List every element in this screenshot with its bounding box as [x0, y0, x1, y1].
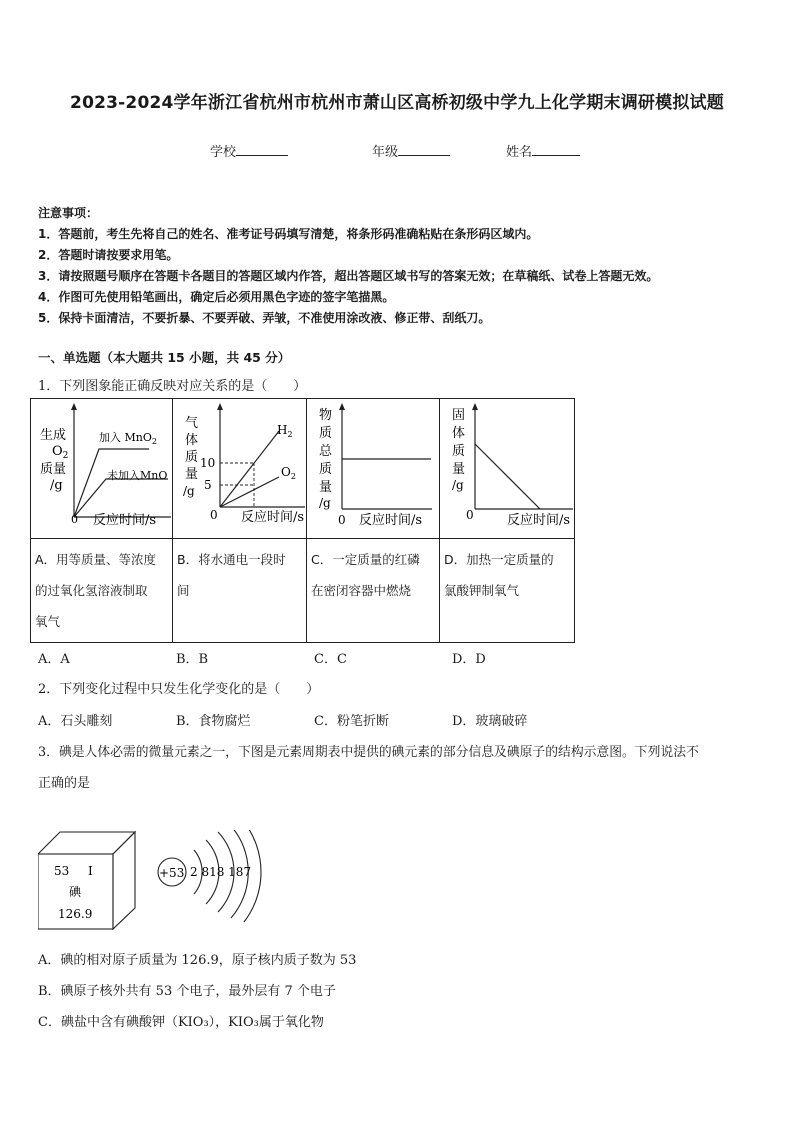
q3-option-c[interactable]: C．碘盐中含有碘酸钾（KIO₃），KIO₃属于氧化物 [38, 1015, 324, 1030]
q1-option-c[interactable]: C．C [314, 652, 347, 667]
option-a-description: A．用等质量、等浓度 的过氧化氢溶液制取 氧气 [31, 539, 173, 643]
graph-c-ylabel: 质 [319, 426, 333, 441]
q2-option-b[interactable]: B．食物腐烂 [176, 714, 251, 729]
graph-a-ylabel: 质量 [40, 462, 67, 477]
iodine-figure [38, 830, 268, 930]
notes-heading: 注意事项： [38, 206, 99, 220]
graph-c [307, 399, 439, 534]
graph-a [31, 399, 172, 534]
q2-option-d[interactable]: D．玻璃破碎 [452, 714, 528, 729]
q1-table [30, 398, 575, 643]
graph-a-line-label: 加入 MnO$_2$ [99, 431, 157, 446]
notes-block [38, 203, 658, 329]
graph-a-cell [31, 399, 173, 539]
q3-stem-line1: 3．碘是人体必需的微量元素之一，下图是元素周期表中提供的碘元素的部分信息及碘原子的结构示意图。下列说法不 [38, 745, 699, 760]
school-blank[interactable] [236, 142, 288, 156]
graph-c-ylabel: /g [319, 496, 331, 510]
school-field[interactable] [210, 141, 288, 160]
element-card [38, 832, 135, 929]
electron-shells: 2 818 187 [190, 865, 252, 879]
graph-c-xlabel: 反应时间/s [359, 513, 423, 528]
graph-c-cell [307, 399, 440, 539]
graph-c-ylabel: 质 [319, 462, 333, 477]
graph-b-ylabel: 气 [185, 416, 199, 431]
graph-a-ylabel: $O_2$ [52, 444, 69, 461]
note-item: 3．请按照题号顺序在答题卡各题目的答题区域内作答，超出答题区域书写的答案无效；在草稿纸、试卷上答题无效。 [38, 269, 659, 283]
q3-option-a[interactable]: A．碘的相对原子质量为 126.9，原子核内质子数为 53 [38, 953, 357, 968]
school-label: 学校 [210, 145, 237, 160]
graph-b-origin: 0 [210, 508, 218, 522]
graph-b-tick: 5 [204, 478, 212, 492]
note-item: 2．答题时请按要求用笔。 [38, 248, 179, 262]
note-item: 4．作图可先使用铅笔画出，确定后必须用黑色字迹的签字笔描黑。 [38, 290, 395, 304]
note-item: 1．答题前，考生先将自己的姓名、准考证号码填写清楚，将条形码准确粘贴在条形码区域内。 [38, 227, 539, 241]
graph-d [440, 399, 574, 534]
q2-option-c[interactable]: C．粉笔折断 [314, 714, 389, 729]
option-b-description: B．将水通电一段时 间 [173, 539, 307, 643]
grade-blank[interactable] [398, 142, 450, 156]
graph-b-tick: 10 [200, 456, 216, 470]
graph-d-ylabel: /g [452, 478, 464, 492]
name-blank[interactable] [532, 142, 580, 156]
q1-option-b[interactable]: B．B [176, 652, 209, 667]
graph-b-ylabel: 体 [185, 433, 199, 448]
q1-stem: 1．下列图象能正确反映对应关系的是（ ） [38, 379, 307, 394]
element-name: 碘 [69, 885, 82, 899]
section-heading: 一、单选题（本大题共 15 小题，共 45 分） [38, 350, 291, 365]
q3-option-b[interactable]: B．碘原子核外共有 53 个电子，最外层有 7 个电子 [38, 984, 336, 999]
graph-b-ylabel: /g [183, 484, 195, 498]
q1-option-d[interactable]: D．D [452, 652, 486, 667]
graph-b-line-label: $O_2$ [281, 465, 296, 481]
graph-d-ylabel: 质 [452, 444, 466, 459]
page-title: 2023-2024学年浙江省杭州市杭州市萧山区高桥初级中学九上化学期末调研模拟试题 [70, 93, 724, 113]
q2-option-a[interactable]: A．石头雕刻 [38, 714, 113, 729]
graph-d-ylabel: 体 [452, 426, 466, 441]
graph-a-xlabel: 反应时间/s [93, 513, 157, 528]
graph-c-origin: 0 [338, 513, 346, 527]
graph-b-ylabel: 质 [185, 450, 199, 465]
graph-c-ylabel: 物 [319, 408, 333, 423]
q2-stem: 2．下列变化过程中只发生化学变化的是（ ） [38, 682, 320, 697]
name-label: 姓名 [506, 145, 533, 160]
element-atomic-number: 53 [54, 864, 70, 878]
grade-label: 年级 [372, 145, 399, 160]
q1-option-a[interactable]: A．A [38, 652, 70, 667]
nucleus-charge: +53 [159, 866, 185, 880]
q3-stem-line2: 正确的是 [38, 776, 91, 791]
name-field[interactable] [506, 141, 580, 160]
graph-b-ylabel: 量 [185, 467, 199, 482]
graph-a-line-label: 未加入MnO [107, 469, 168, 482]
graph-d-origin: 0 [466, 508, 474, 522]
option-c-description: C．一定质量的红磷 在密闭容器中燃烧 [307, 539, 440, 643]
graph-d-ylabel: 固 [452, 408, 466, 423]
element-symbol: I [88, 864, 93, 878]
graph-d-xlabel: 反应时间/s [507, 513, 571, 528]
graph-b [173, 399, 306, 534]
option-d-description: D．加热一定质量的 氯酸钾制氧气 [440, 539, 575, 643]
graph-d-ylabel: 量 [452, 462, 466, 477]
graph-a-origin: 0 [71, 513, 78, 526]
graph-c-ylabel: 总 [319, 444, 333, 459]
graph-c-ylabel: 量 [319, 480, 333, 495]
atom-structure [158, 830, 261, 922]
graph-b-cell [173, 399, 307, 539]
note-item: 5．保持卡面清洁，不要折暴、不要弄破、弄皱，不准使用涂改液、修正带、刮纸刀。 [38, 311, 491, 325]
graph-a-ylabel: /g [50, 478, 63, 493]
element-atomic-mass: 126.9 [58, 907, 93, 921]
graph-d-cell [440, 399, 575, 539]
graph-b-line-label: $H_2$ [277, 423, 293, 439]
graph-a-ylabel: 生成 [40, 428, 67, 443]
grade-field[interactable] [372, 141, 450, 160]
graph-b-xlabel: 反应时间/s [241, 510, 305, 525]
